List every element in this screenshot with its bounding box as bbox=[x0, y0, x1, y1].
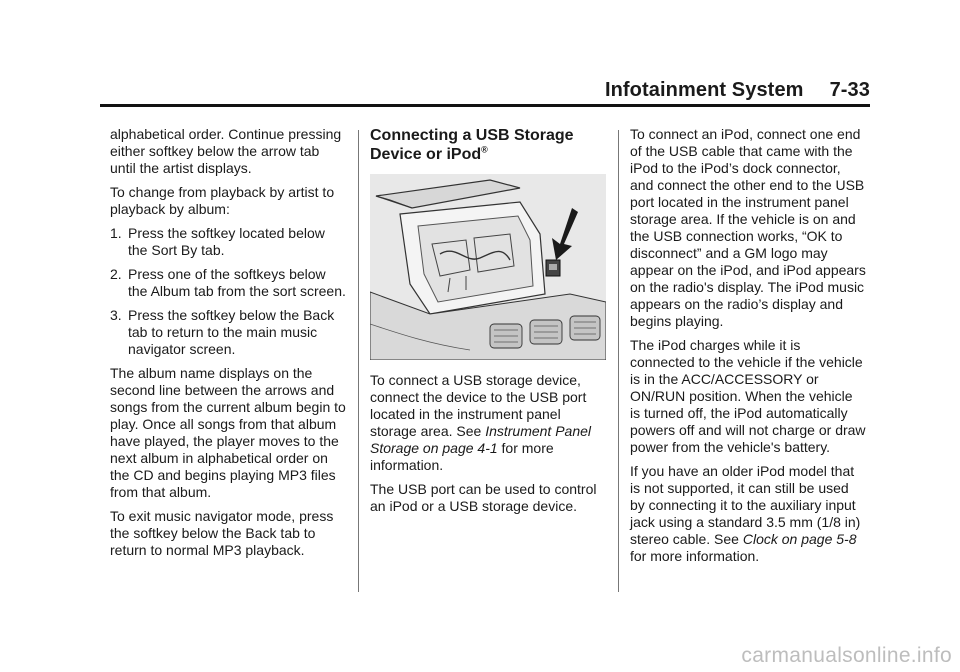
list-item bbox=[110, 266, 346, 300]
paragraph: The USB port can be used to control an iPod or a USB storage device. bbox=[370, 481, 597, 514]
paragraph: To connect an iPod, connect one end of the USB cable that came with the iPod to the iPod’s dock connector, and connect the other end to the USB port located in the instrument panel storage area. If the vehicle is on and the USB connection works, “OK to disconnect” and a GM logo may appear on the iPod, and iPod appears on the radio's display. The iPod music appears on the radio’s display and begins playing. bbox=[630, 126, 866, 329]
section-heading bbox=[370, 126, 606, 164]
paragraph-text: If you have an older iPod model that is not supported, it can still be used by connecting it to the auxiliary input jack using a standard 3.5 mm (1/8 in) stereo cable. See bbox=[630, 463, 861, 547]
page-number: 7-33 bbox=[829, 79, 870, 101]
paragraph-text: for more information. bbox=[370, 440, 554, 473]
step-list bbox=[110, 225, 346, 358]
usb-port-illustration bbox=[370, 174, 606, 360]
column-middle bbox=[370, 126, 606, 522]
list-item bbox=[110, 307, 346, 358]
page-header bbox=[100, 78, 870, 102]
paragraph: To change from playback by artist to playback by album: bbox=[110, 184, 335, 217]
paragraph: The iPod charges while it is connected to the vehicle if the vehicle is in the ACC/ACCESSORY or ON/RUN position. When the vehicle is turned off, the iPod automatically powers off and will not charge or draw power from the vehicle's battery. bbox=[630, 337, 866, 455]
column-right bbox=[630, 126, 866, 572]
list-item bbox=[110, 225, 346, 259]
registered-mark: ® bbox=[481, 144, 488, 155]
paragraph: To exit music navigator mode, press the softkey below the Back tab to return to normal MP3 playback. bbox=[110, 508, 334, 558]
column-divider-right bbox=[618, 130, 619, 592]
step-text: Press the softkey below the Back tab to return to the main music navigator screen. bbox=[128, 307, 335, 357]
paragraph: The album name displays on the second line between the arrows and songs from the current album begin to play. Once all songs from that album have played, the player moves to the next album in alphabetical order on the CD and begins playing MP3 files from that album. bbox=[110, 365, 346, 500]
step-number: 3. bbox=[110, 307, 122, 323]
cross-reference: Clock on page 5-8 bbox=[742, 531, 857, 547]
paragraph-text: To connect a USB storage device, connect the device to the USB port located in the instrument panel storage area. See bbox=[370, 372, 587, 439]
step-text: Press the softkey located below the Sort By tab. bbox=[128, 225, 325, 258]
column-left bbox=[110, 126, 346, 566]
watermark: carmanualsonline.info bbox=[741, 644, 952, 667]
cross-reference: Instrument Panel Storage on page 4-1 bbox=[370, 423, 592, 456]
section-title: Infotainment System bbox=[604, 79, 804, 101]
paragraph-text: for more information. bbox=[630, 548, 760, 564]
step-text: Press one of the softkeys below the Album tab from the sort screen. bbox=[128, 266, 346, 299]
console-drawing bbox=[370, 174, 606, 360]
paragraph bbox=[370, 372, 606, 474]
step-number: 2. bbox=[110, 266, 122, 282]
column-divider-left bbox=[358, 130, 359, 592]
step-number: 1. bbox=[110, 225, 122, 241]
header-rule bbox=[100, 104, 870, 107]
heading-text: Connecting a USB Storage Device or iPod bbox=[370, 127, 574, 163]
paragraph bbox=[630, 463, 866, 565]
paragraph: alphabetical order. Continue pressing either softkey below the arrow tab until the artist displays. bbox=[110, 126, 342, 176]
